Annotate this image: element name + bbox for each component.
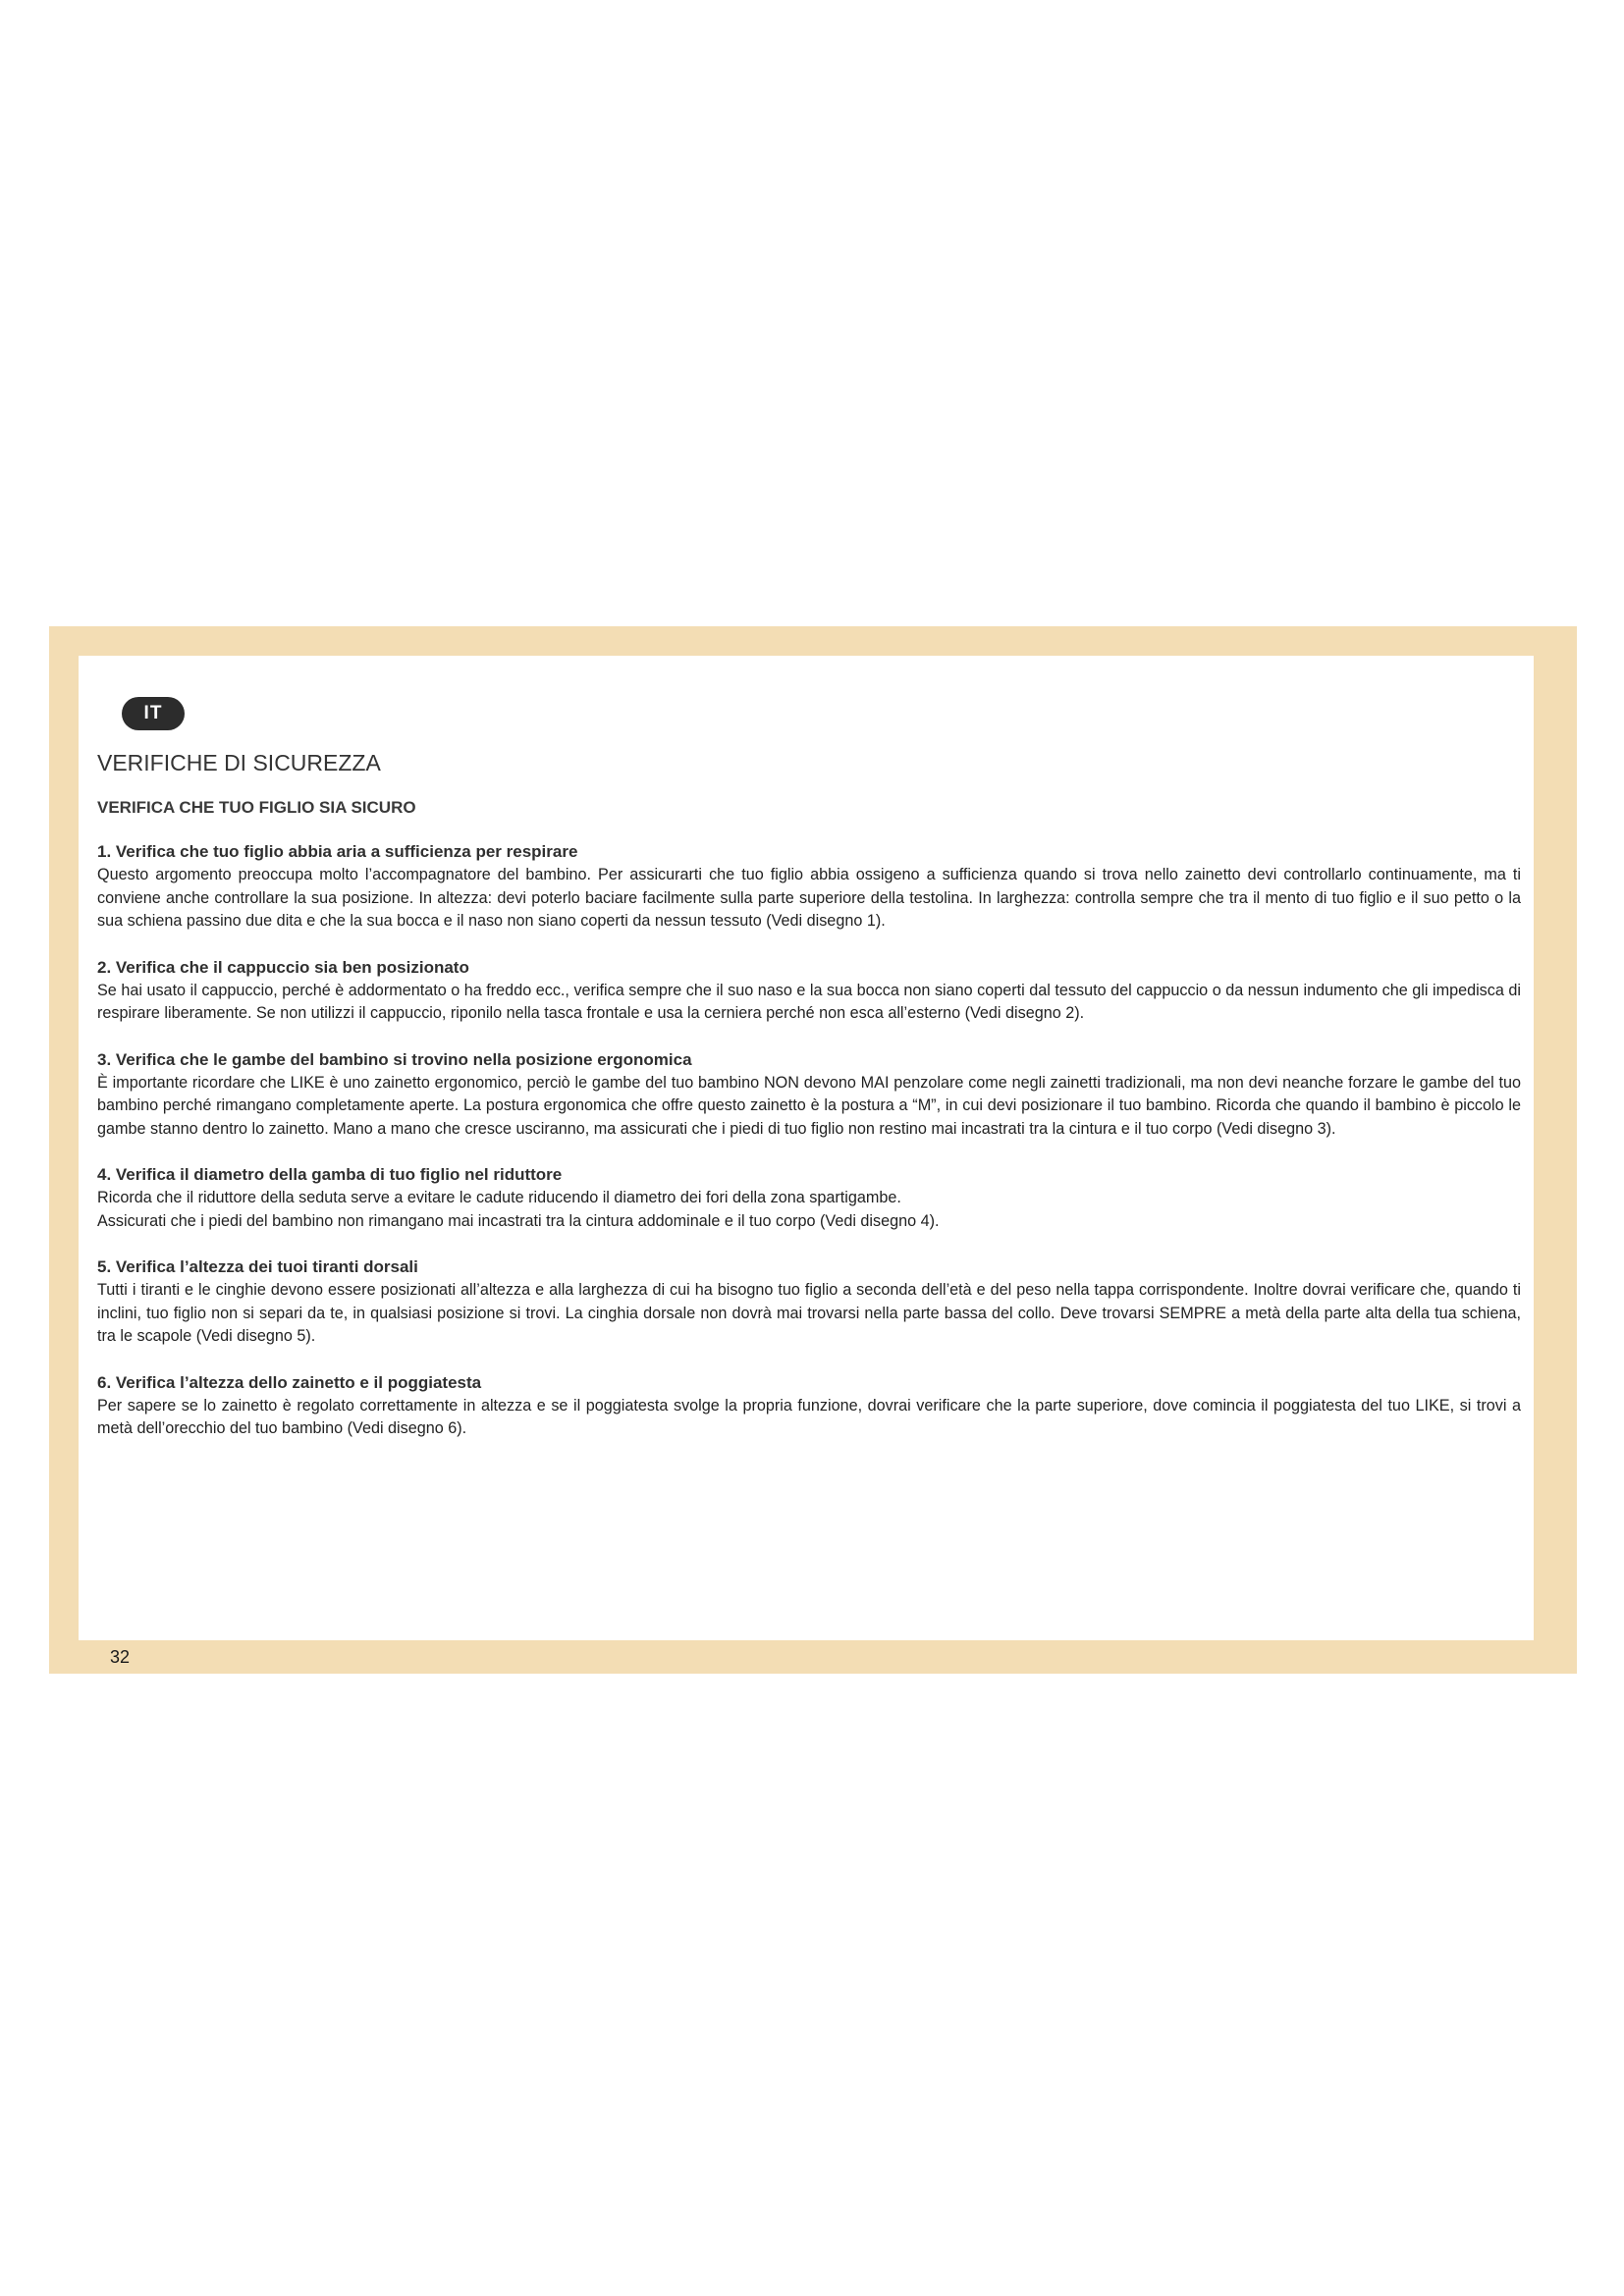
section-6 bbox=[97, 1371, 1521, 1441]
section-body: Per sapere se lo zainetto è regolato correttamente in altezza e se il poggiatesta svolge la propria funzione, dovrai verificare che la parte superiore, dove comincia il poggiatesta del tuo LIKE, si trovi a metà dell’orecchio del tuo bambino (Vedi disegno 6). bbox=[97, 1396, 1521, 1437]
section-3 bbox=[97, 1048, 1521, 1142]
section-heading: 3. Verifica che le gambe del bambino si trovino nella posizione ergonomica bbox=[97, 1049, 692, 1069]
section-heading: 2. Verifica che il cappuccio sia ben posizionato bbox=[97, 957, 469, 977]
document-body bbox=[97, 750, 1521, 1464]
section-body: Questo argomento preoccupa molto l’accompagnatore del bambino. Per assicurarti che tuo figlio abbia ossigeno a sufficienza quando si trova nello zainetto devi controllarlo continuamente, ma ti conviene anche controllare la sua posizione. In altezza: devi poterlo baciare facilmente sulla parte superiore della testolina. In larghezza: controlla sempre che tra il mento di tuo figlio e il suo petto o la sua schiena passino due dita e che la sua bocca e il naso non siano coperti da nessun tessuto (Vedi disegno 1). bbox=[97, 866, 1521, 930]
section-5 bbox=[97, 1255, 1521, 1349]
section-heading: 1. Verifica che tuo figlio abbia aria a sufficienza per respirare bbox=[97, 842, 578, 861]
page-title: VERIFICHE DI SICUREZZA bbox=[97, 750, 381, 775]
section-heading: 4. Verifica il diametro della gamba di tuo figlio nel riduttore bbox=[97, 1165, 563, 1184]
page-frame bbox=[49, 626, 1577, 1674]
section-body: Tutti i tiranti e le cinghie devono essere posizionati all’altezza e alla larghezza di cui ha bisogno tuo figlio a seconda dell’età e del peso nella tappa corrispondente. Inoltre dovrai verificare che, quando ti inclini, tuo figlio non si separi da te, in qualsiasi posizione si trovi. La cinghia dorsale non dovrà mai trovarsi nella parte bassa del collo. Deve trovarsi SEMPRE a metà della parte alta della tua schiena, tra le scapole (Vedi disegno 5). bbox=[97, 1281, 1521, 1345]
page-number: 32 bbox=[110, 1647, 131, 1667]
section-body: Se hai usato il cappuccio, perché è addormentato o ha freddo ecc., verifica sempre che il suo naso e la sua bocca non siano coperti dal tessuto del cappuccio o da nessun indumento che gli impedisca di respirare liberamente. Se non utilizzi il cappuccio, riponilo nella tasca frontale e usa la cerniera perché non esca all’esterno (Vedi disegno 2). bbox=[97, 981, 1521, 1022]
section-1 bbox=[97, 840, 1521, 934]
section-2 bbox=[97, 956, 1521, 1026]
section-body: Ricorda che il riduttore della seduta serve a evitare le cadute riducendo il diametro dei fori della zona spartigambe. Assicurati che i piedi del bambino non rimangano mai incastrati tra la cintura addominale e il tuo corpo (Vedi disegno 4). bbox=[97, 1189, 940, 1230]
section-body: È importante ricordare che LIKE è uno zainetto ergonomico, perciò le gambe del tuo bambino NON devono MAI penzolare come negli zainetti tradizionali, ma non devi neanche forzare le gambe del tuo bambino perché rimangano completamente aperte. La postura ergonomica che offre questo zainetto è la postura a “M”, in cui devi posizionare il tuo bambino. Ricorda che quando il bambino è piccolo le gambe stanno dentro lo zainetto. Mano a mano che cresce usciranno, ma assicurati che i piedi di tuo figlio non restino mai incastrati tra la cintura e il tuo corpo (Vedi disegno 3). bbox=[97, 1073, 1521, 1138]
language-badge: IT bbox=[122, 697, 185, 730]
page-content-area bbox=[79, 656, 1534, 1667]
section-heading: 6. Verifica l’altezza dello zainetto e il poggiatesta bbox=[97, 1372, 482, 1392]
section-4 bbox=[97, 1163, 1521, 1233]
page-subtitle: VERIFICA CHE TUO FIGLIO SIA SICURO bbox=[97, 798, 416, 817]
section-heading: 5. Verifica l’altezza dei tuoi tiranti dorsali bbox=[97, 1257, 418, 1276]
